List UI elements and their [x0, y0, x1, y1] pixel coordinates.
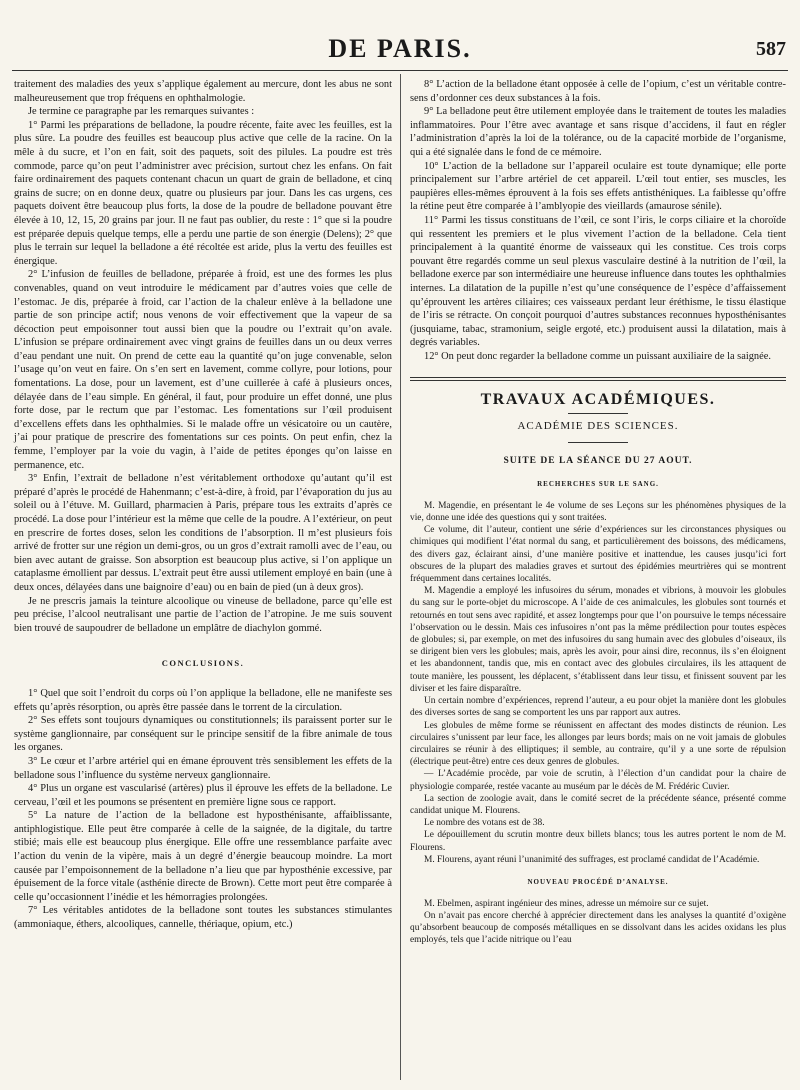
paragraph: Je termine ce paragraphe par les remarques suivantes :	[28, 106, 255, 118]
paragraph: Je ne prescris jamais la teinture alcoolique ou vineuse de belladone, parce qu’elle est peu précise, l’alcool neutralisant une partie de l’action de l’atropine. Je me suis souvent bien trouvé de saupoudrer de belladone un emplâtre de diachylon gommé.	[14, 595, 392, 634]
conclusions-heading: CONCLUSIONS.	[161, 658, 245, 669]
page-header	[0, 0, 800, 63]
subtitle-rule	[568, 442, 628, 443]
paragraph: M. Magendie a employé les infusoires du sérum, monades et vibrions, à mouvoir les globules du sang sur le porte-objet du microscope. A l’aide de ces animalcules, les globules sont tournés et retournés en tout sens avec rapidité, et assez longtemps pour que l’on poursuive le temps nécessaire l’observation ou le dessin. Mais ces infusoires n’ont pas la même prédilection pour toutes espèces de globules; si, par exemple, on met des infusoires du sang humain avec des globules d’oiseaux, ils se dirigent bien vers les globules; mais, après les avoir, pour ainsi dire, reconnus, ils s’en éloignent et les abandonnent, tandis que, mis en contact avec des globules circulaires, ils les attaquent de toute manière, les poussent, les déplacent, s’établissent dans leur tissu, et finissent souvent par les diviser et les faire disparaître.	[410, 586, 786, 694]
paragraph: 1° Parmi les préparations de belladone, la poudre récente, faite avec les feuilles, est la plus sûre. La poudre des feuilles est beaucoup plus active que celle de la racine. On la mêle à du sucre, et l’on en fait, soit des paquets, soit des pilules. La poudre est très commode, parce qu’on peut l’administrer avec précision, surtout chez les enfans. On fait faire ordinairement des paquets contenant chacun un quart de grain de belladone, et cinq grains de sucre; on en donne deux, quatre ou plusieurs par jour. Dans les cas urgens, ces paquets doivent être beaucoup plus forts, la dose de la poudre de belladone pouvant être élevée à 10, 12, 15, 20 grains par jour. Il ne faut pas oublier, du reste : 1° que si la poudre est préparée depuis quelque temps, elle a perdu une partie de son énergie (Delens); 2° que plus le terrain sur lequel la belladone a été récoltée est aride, plus la vertu des feuilles est énergique.	[14, 119, 392, 267]
paragraph: 12° On peut donc regarder la belladone comme un puissant auxiliaire de la saignée.	[424, 350, 771, 362]
paragraph: Ce volume, dit l’auteur, contient une série d’expériences sur les circonstances physiques ou chimiques qui modifient l’état normal du sang, et particulièrement des boissons, des médicamens, des divers gaz, éclairant ainsi, d’une manière positive et inattendue, les causes jusqu’ici fort obscures de la plupart des maladies graves et surtout des épidémies meurtrières qui se montrent fréquemment dans certaines localités.	[410, 525, 786, 585]
paragraph: Un certain nombre d’expériences, reprend l’auteur, a eu pour objet la manière dont les globules des diverses sortes de sang se comportent les uns par rapport aux autres.	[410, 696, 786, 719]
paragraph: 9° La belladone peut être utilement employée dans le traitement de toutes les maladies inflammatoires. Pour l’être avec avantage et sans risque d’accidens, il faut en régler l’administration d’après la loi de la tolérance, ou de la capacité morbide de l’organisme, qui a été signalée dans le fond de ce mémoire.	[410, 106, 786, 158]
paragraph: M. Ebelmen, aspirant ingénieur des mines, adresse un mémoire sur ce sujet.	[424, 898, 709, 909]
paragraph: M. Flourens, ayant réuni l’unanimité des suffrages, est proclamé candidat de l’Académie.	[424, 854, 760, 865]
paragraph: — L’Académie procède, par voie de scrutin, à l’élection d’un candidat pour la chaire de physiologie comparée, restée vacante au muséum par le décès de M. Frédéric Cuvier.	[410, 769, 786, 792]
page-number: 587	[756, 38, 786, 60]
academy-report	[410, 500, 786, 947]
paragraph: 3° Enfin, l’extrait de belladone n’est véritablement orthodoxe qu’autant qu’il est préparé d’après le procédé de Hahenmann; c’est-à-dire, à froid, par l’évaporation du jus au soleil ou à l’étuve. M. Guillard, pharmacien à Paris, prépare tous les extraits d’après ce procédé. La dose pour l’intérieur est la même que celle de la poudre. A l’extérieur, on peut en prescrire de fortes doses, selon les conditions de l’absorption. Il m’est plusieurs fois arrivé de frotter sur une région un demi-gros, ou un gros d’extrait ramolli avec de l’eau, ou bien avec autant de graisse. Son absorption est beaucoup plus active, si l’on applique un cataplasme émollient par dessus. L’extrait peut être aussi utilement employé en bain (une à deux onces, délayées dans une baignoire d’eau) ou en bain de pied (un à deux gros).	[14, 473, 392, 593]
section-subtitle: ACADÉMIE DES SCIENCES.	[517, 420, 679, 433]
running-title: DE PARIS.	[328, 34, 472, 63]
paragraph: Le nombre des votans est de 38.	[424, 818, 545, 829]
paragraph: On n’avait pas encore cherché à apprécier directement dans les analyses la quantité d’oxigène qu’absorbent beaucoup de composés métalliques en se dissolvant dans les acides oxidans les plus employés, tels que l’acide nitrique ou l’eau	[410, 910, 786, 946]
conclusion-item: 1° Quel que soit l’endroit du corps où l’on applique la belladone, elle ne manifeste ses effets qu’après résorption, ou après être passée dans le torrent de la circulation.	[14, 687, 392, 713]
right-column	[410, 78, 786, 946]
section-title: TRAVAUX ACADÉMIQUES.	[480, 391, 716, 409]
paragraph: 11° Parmi les tissus constituans de l’œil, ce sont l’iris, le corps ciliaire et la choroïde qui ressentent les premiers et le plus vivement l’action de la belladone. Cela tient principalement à la quantité énorme de vaisseaux qui les constitue. Ces trois corps pouvant être regardés comme un seul plexus vasculaire destiné à la nutrition de l’œil, la belladone exerce par son intermédiaire une heureuse influence dans toutes les ophthalmies internes. La dilatation de la pupille n’est qu’une conséquence de l’espèce d’affaissement qu’éprouvent les artères ciliaires; ces vaisseaux perdant leur éréthisme, le tissu élastique de l’iris se rétracte. On conçoit pourquoi d’autres substances reconnues hyposthénisantes (jusquiame, tabac, stramonium, seigle ergoté, etc.) produisent aussi la dilatation, mais à degrés variables.	[410, 214, 786, 349]
paragraph: 10° L’action de la belladone sur l’appareil oculaire est toute dynamique; elle porte principalement sur l’arbre artériel de cet appareil. L’œil tout entier, ses muscles, les paupières elles-mêmes éprouvent à la fois ses effets antisthéniques. La faiblesse qu’offre la rétine peut être comparée à l’amblyopie des vieillards (amaurose sénile).	[410, 160, 786, 213]
header-rule	[12, 70, 788, 71]
paragraph: M. Magendie, en présentant le 4e volume de ses Leçons sur les phénomènes physiques de la vie, donne une idée des questions qui y sont traitées.	[410, 500, 786, 524]
paragraph: Le dépouillement du scrutin montre deux billets blancs; tous les autres portent le nom de M. Flourens.	[410, 830, 786, 853]
section-rule	[410, 377, 786, 381]
subheading: RECHERCHES SUR LE SANG.	[537, 480, 659, 489]
paragraph: La section de zoologie avait, dans le comité secret de la précédente séance, présenté comme candidat unique M. Flourens.	[410, 793, 786, 816]
paragraph: Les globules de même forme se réunissent en affectant des modes distincts de réunion. Les circulaires s’unissent par leur face, les allonges par leurs bords; mais on ne voit jamais de globules circulaires se réunir à des elliptiques; il semble, au contraire, qu’il y a une sorte de répulsion (électrique peut-être) entre ces deux genres de globules.	[410, 720, 786, 768]
paragraph: traitement des maladies des yeux s’applique également au mercure, dont les abus ne sont malheureusement que trop fréquens en ophthalmologie.	[14, 79, 392, 104]
title-rule	[568, 413, 628, 414]
paragraph: 2° L’infusion de feuilles de belladone, préparée à froid, est une des formes les plus convenables, quand on veut introduire le médicament par d’autres voies que celle de l’estomac. Je dis, préparée à froid, car l’action de la chaleur enlève à la belladone une partie de son principe actif; nous venons de voir effectivement que la vapeur de sa décoction peut empoisonner tout aussi bien que la poudre ou l’extrait qu’on avale. L’infusion se prépare ordinairement avec vingt grains de feuilles dans un ou deux verres d’eau pendant une nuit. On prend de cette eau la quantité qu’on juge convenable, selon l’usage qu’on veut en faire. On s’en sert en lavement, comme collyre, pour lotions, pour fomentations. La dose, pour un lavement, est d’une cuillerée à café à plusieurs onces, délayée dans de l’eau simple. En général, il faut, pour produire un effet donné, une plus forte dose, par le rectum que par l’estomac. Les fomentations sur l’œil produisent d’excellens effets dans les ophthalmies. Si le malade offre un vésicatoire ou un cautère, j’ai pour pratique de prescrire des fomentations sur ces points. On peut enfin, chez la femme, l’employer par la voie du vagin, à l’aide de petites éponges qu’on laisse en permanence, etc.	[14, 269, 392, 471]
conclusion-item: 2° Ses effets sont toujours dynamiques ou constitutionnels; ils paraissent porter sur le système ganglionnaire, par conséquent sur le principe sensitif de la fibre animale de tous les organes.	[14, 715, 392, 754]
column-divider	[400, 74, 401, 1080]
left-column	[14, 78, 392, 932]
paragraph: 8° L’action de la belladone étant opposée à celle de l’opium, c’est un véritable contre-sens d’ordonner ces deux substances à la fois.	[410, 79, 786, 104]
conclusion-item: 5° La nature de l’action de la belladone est hyposthénisante, affaiblissante, antiphlogistique. Elle peut être comparée à celle de la saignée, de la digitale, du tartre stibié; mais elle est beaucoup plus énergique. Elle offre une ressemblance parfaite avec l’action du venin de la vipère, mais à un degré d’énergie beaucoup moindre. La mort causée par l’empoisonnement de la belladone n’a lieu que par hyposthénie excessive, par épuisement de la force vitale (asthénie directe de Brown). Cette mort peut être comparée à celle qu’occasionnent l’inédie et les hémorragies prolongées.	[14, 810, 392, 903]
conclusion-item: 3° Le cœur et l’arbre artériel qui en émane éprouvent très sensiblement les effets de la belladone sous l’influence du système nerveux ganglionnaire.	[14, 755, 392, 781]
subheading: NOUVEAU PROCÉDÉ D’ANALYSE.	[527, 877, 669, 886]
conclusion-item: 7° Les véritables antidotes de la belladone sont toutes les substances stimulantes (ammoniaque, éthers, alcooliques, cannelle, thériaque, opium, etc.)	[14, 905, 392, 931]
seance-heading: SUITE DE LA SÉANCE DU 27 AOUT.	[503, 455, 693, 466]
conclusion-item: 4° Plus un organe est vascularisé (artères) plus il éprouve les effets de la belladone. Le cerveau, l’œil et les poumons se présentent en première ligne sous ce rapport.	[14, 783, 392, 808]
